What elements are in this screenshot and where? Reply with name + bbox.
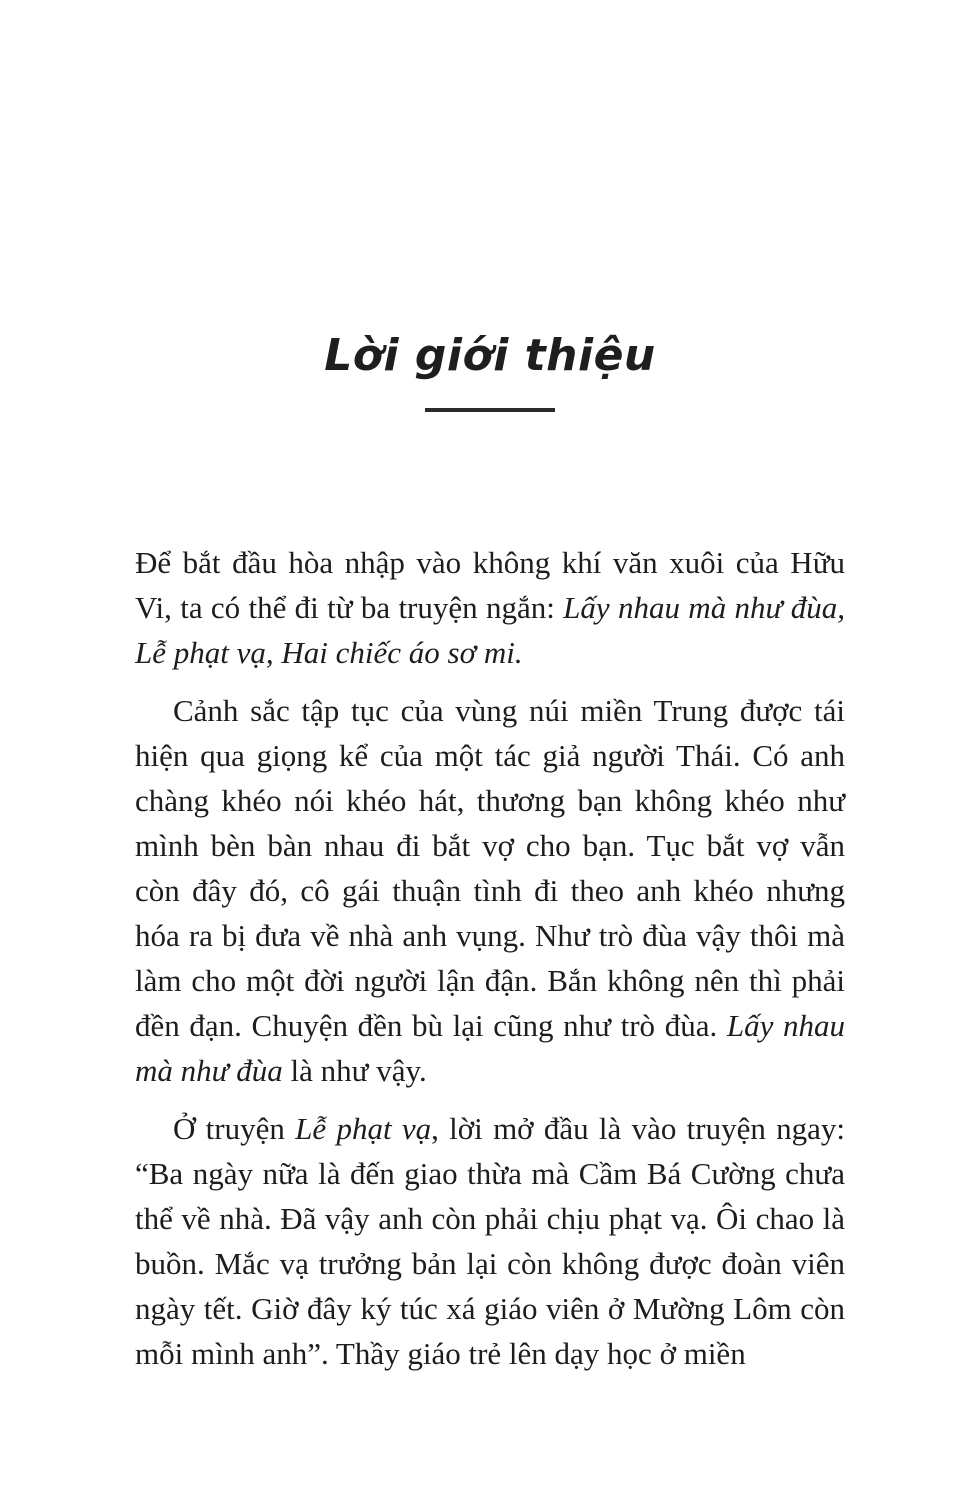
intro-paragraph-2 <box>135 688 845 1093</box>
intro-paragraph-1 <box>135 540 845 675</box>
text-run: Ở truyện <box>173 1111 296 1146</box>
text-run: , lời mở đầu là vào truyện ngay: “Ba ngày nữa là đến giao thừa mà Cầm Bá Cường chưa thể về nhà. Đã vậy anh còn phải chịu phạt vạ. Ôi chao là buồn. Mắc vạ trưởng bản lại còn không được đoàn viên ngày tết. Giờ đây ký túc xá giáo viên ở Mường Lôm còn mỗi mình anh”. Thầy giáo trẻ lên dạy học ở miền <box>135 1111 845 1371</box>
text-run: Cảnh sắc tập tục của vùng núi miền Trung được tái hiện qua giọng kể của một tác giả người Thái. Có anh chàng khéo nói khéo hát, thương bạn không khéo như mình bèn bàn nhau đi bắt vợ cho bạn. Tục bắt vợ vẫn còn đây đó, cô gái thuận tình đi theo anh khéo nhưng hóa ra bị đưa về nhà anh vụng. Như trò đùa vậy thôi mà làm cho một đời người lận đận. Bắn không nên thì phải đền đạn. Chuyện đền bù lại cũng như trò đùa. <box>135 693 845 1043</box>
title-divider <box>425 408 555 412</box>
intro-paragraph-3 <box>135 1106 845 1376</box>
text-run: Để bắt đầu hòa nhập vào không khí văn xuôi của Hữu Vi, ta có thể đi từ ba truyện ngắn: <box>135 545 845 625</box>
italic-text-run: Lễ phạt vạ <box>295 1111 432 1146</box>
text-run: là như vậy. <box>282 1053 427 1088</box>
italic-text-run: Lấy nhau mà như đùa <box>135 1008 845 1088</box>
page-content <box>135 540 845 1376</box>
italic-text-run: Lấy nhau mà như đùa, Lễ phạt vạ, Hai chiếc áo sơ mi. <box>135 590 845 670</box>
page-title: Lời giới thiệu <box>324 330 656 381</box>
